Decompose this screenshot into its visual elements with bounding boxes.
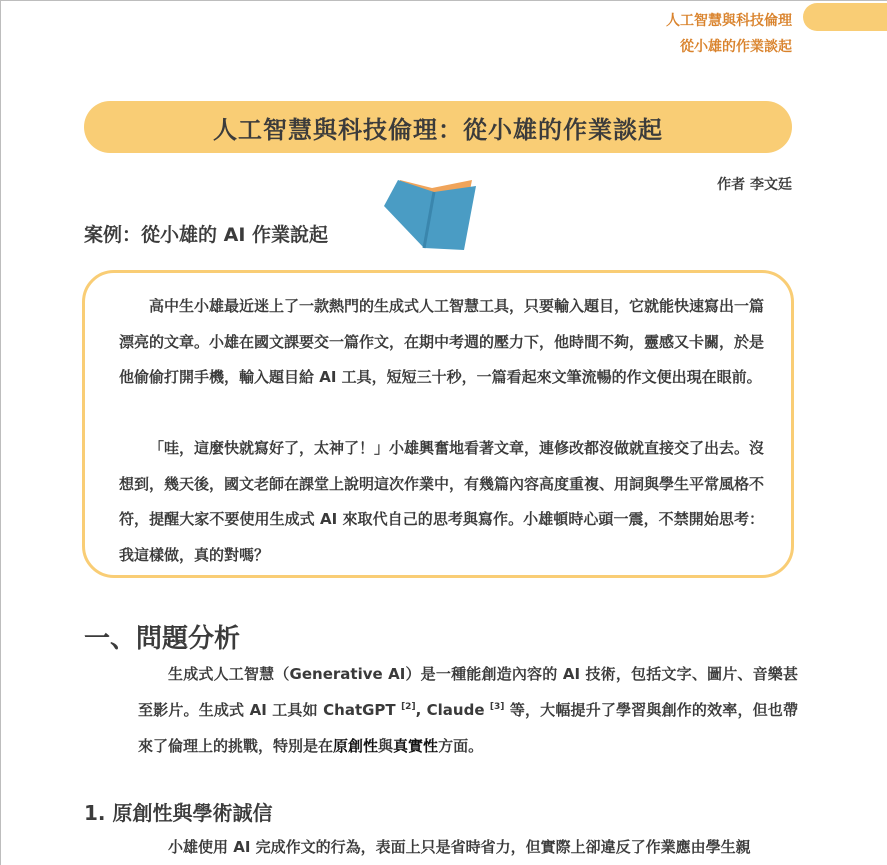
running-header-line1: 人工智慧與科技倫理 <box>666 13 792 29</box>
case-paragraph-1: 高中生小雄最近迷上了一款熱門的生成式人工智慧工具，只要輸入題目，它就能快速寫出一篇漂亮的文章。小雄在國文課要交一篇作文，在期中考週的壓力下，他時間不夠，靈感又卡關，於是他偷偷打開手機，輸入題目給 AI 工具，短短三十秒，一篇看起來文筆流暢的作文便出現在眼前。 <box>119 297 765 386</box>
reference-3[interactable]: [3] <box>489 702 505 712</box>
highlight-originality: 原創性 <box>333 737 379 755</box>
page-title: 人工智慧與科技倫理：從小雄的作業談起 <box>213 115 663 144</box>
running-header-line2: 從小雄的作業談起 <box>680 39 792 55</box>
text-segment: , Claude <box>415 701 490 719</box>
subsection-paragraph: 小雄使用 AI 完成作文的行為，表面上只是省時省力，但實際上卻違反了作業應由學生親 <box>168 838 751 856</box>
case-story-box <box>82 270 794 578</box>
text-segment: 生成式人工智慧（Generative AI）是一種能創造內容的 AI 技術，包括文字、圖片、音樂甚至影片。生成式 AI 工具如 ChatGPT <box>138 665 798 719</box>
title-banner <box>84 101 792 153</box>
running-header <box>666 8 792 60</box>
text-segment: 與 <box>378 737 394 755</box>
top-border <box>0 0 887 1</box>
highlight-authenticity: 真實性 <box>393 737 439 755</box>
author-line: 作者 李文廷 <box>717 177 792 193</box>
subsection-title: 1. 原創性與學術誠信 <box>84 801 273 825</box>
left-border <box>0 0 1 865</box>
case-heading: 案例：從小雄的 AI 作業說起 <box>84 224 329 246</box>
open-book-icon <box>380 170 480 255</box>
header-tab-decoration <box>803 3 887 31</box>
section-title-problem-analysis: 一、問題分析 <box>84 624 241 654</box>
text-segment: 方面。 <box>438 737 484 755</box>
case-paragraph-2: 「哇，這麼快就寫好了，太神了！」小雄興奮地看著文章，連修改都沒做就直接交了出去。沒想到，幾天後，國文老師在課堂上說明這次作業中，有幾篇內容高度重複、用詞與學生平常風格不符，提醒大家不要使用生成式 AI 來取代自己的思考與寫作。小雄頓時心頭一震，不禁開始思考：我這樣做，真的對嗎？ <box>119 439 765 564</box>
reference-2[interactable]: [2] <box>401 702 416 712</box>
text-segment: 等，大幅提升了學習與創作的效率，但也帶來了倫理上的挑戰，特別是在 <box>138 701 798 755</box>
section-paragraph <box>138 656 798 764</box>
